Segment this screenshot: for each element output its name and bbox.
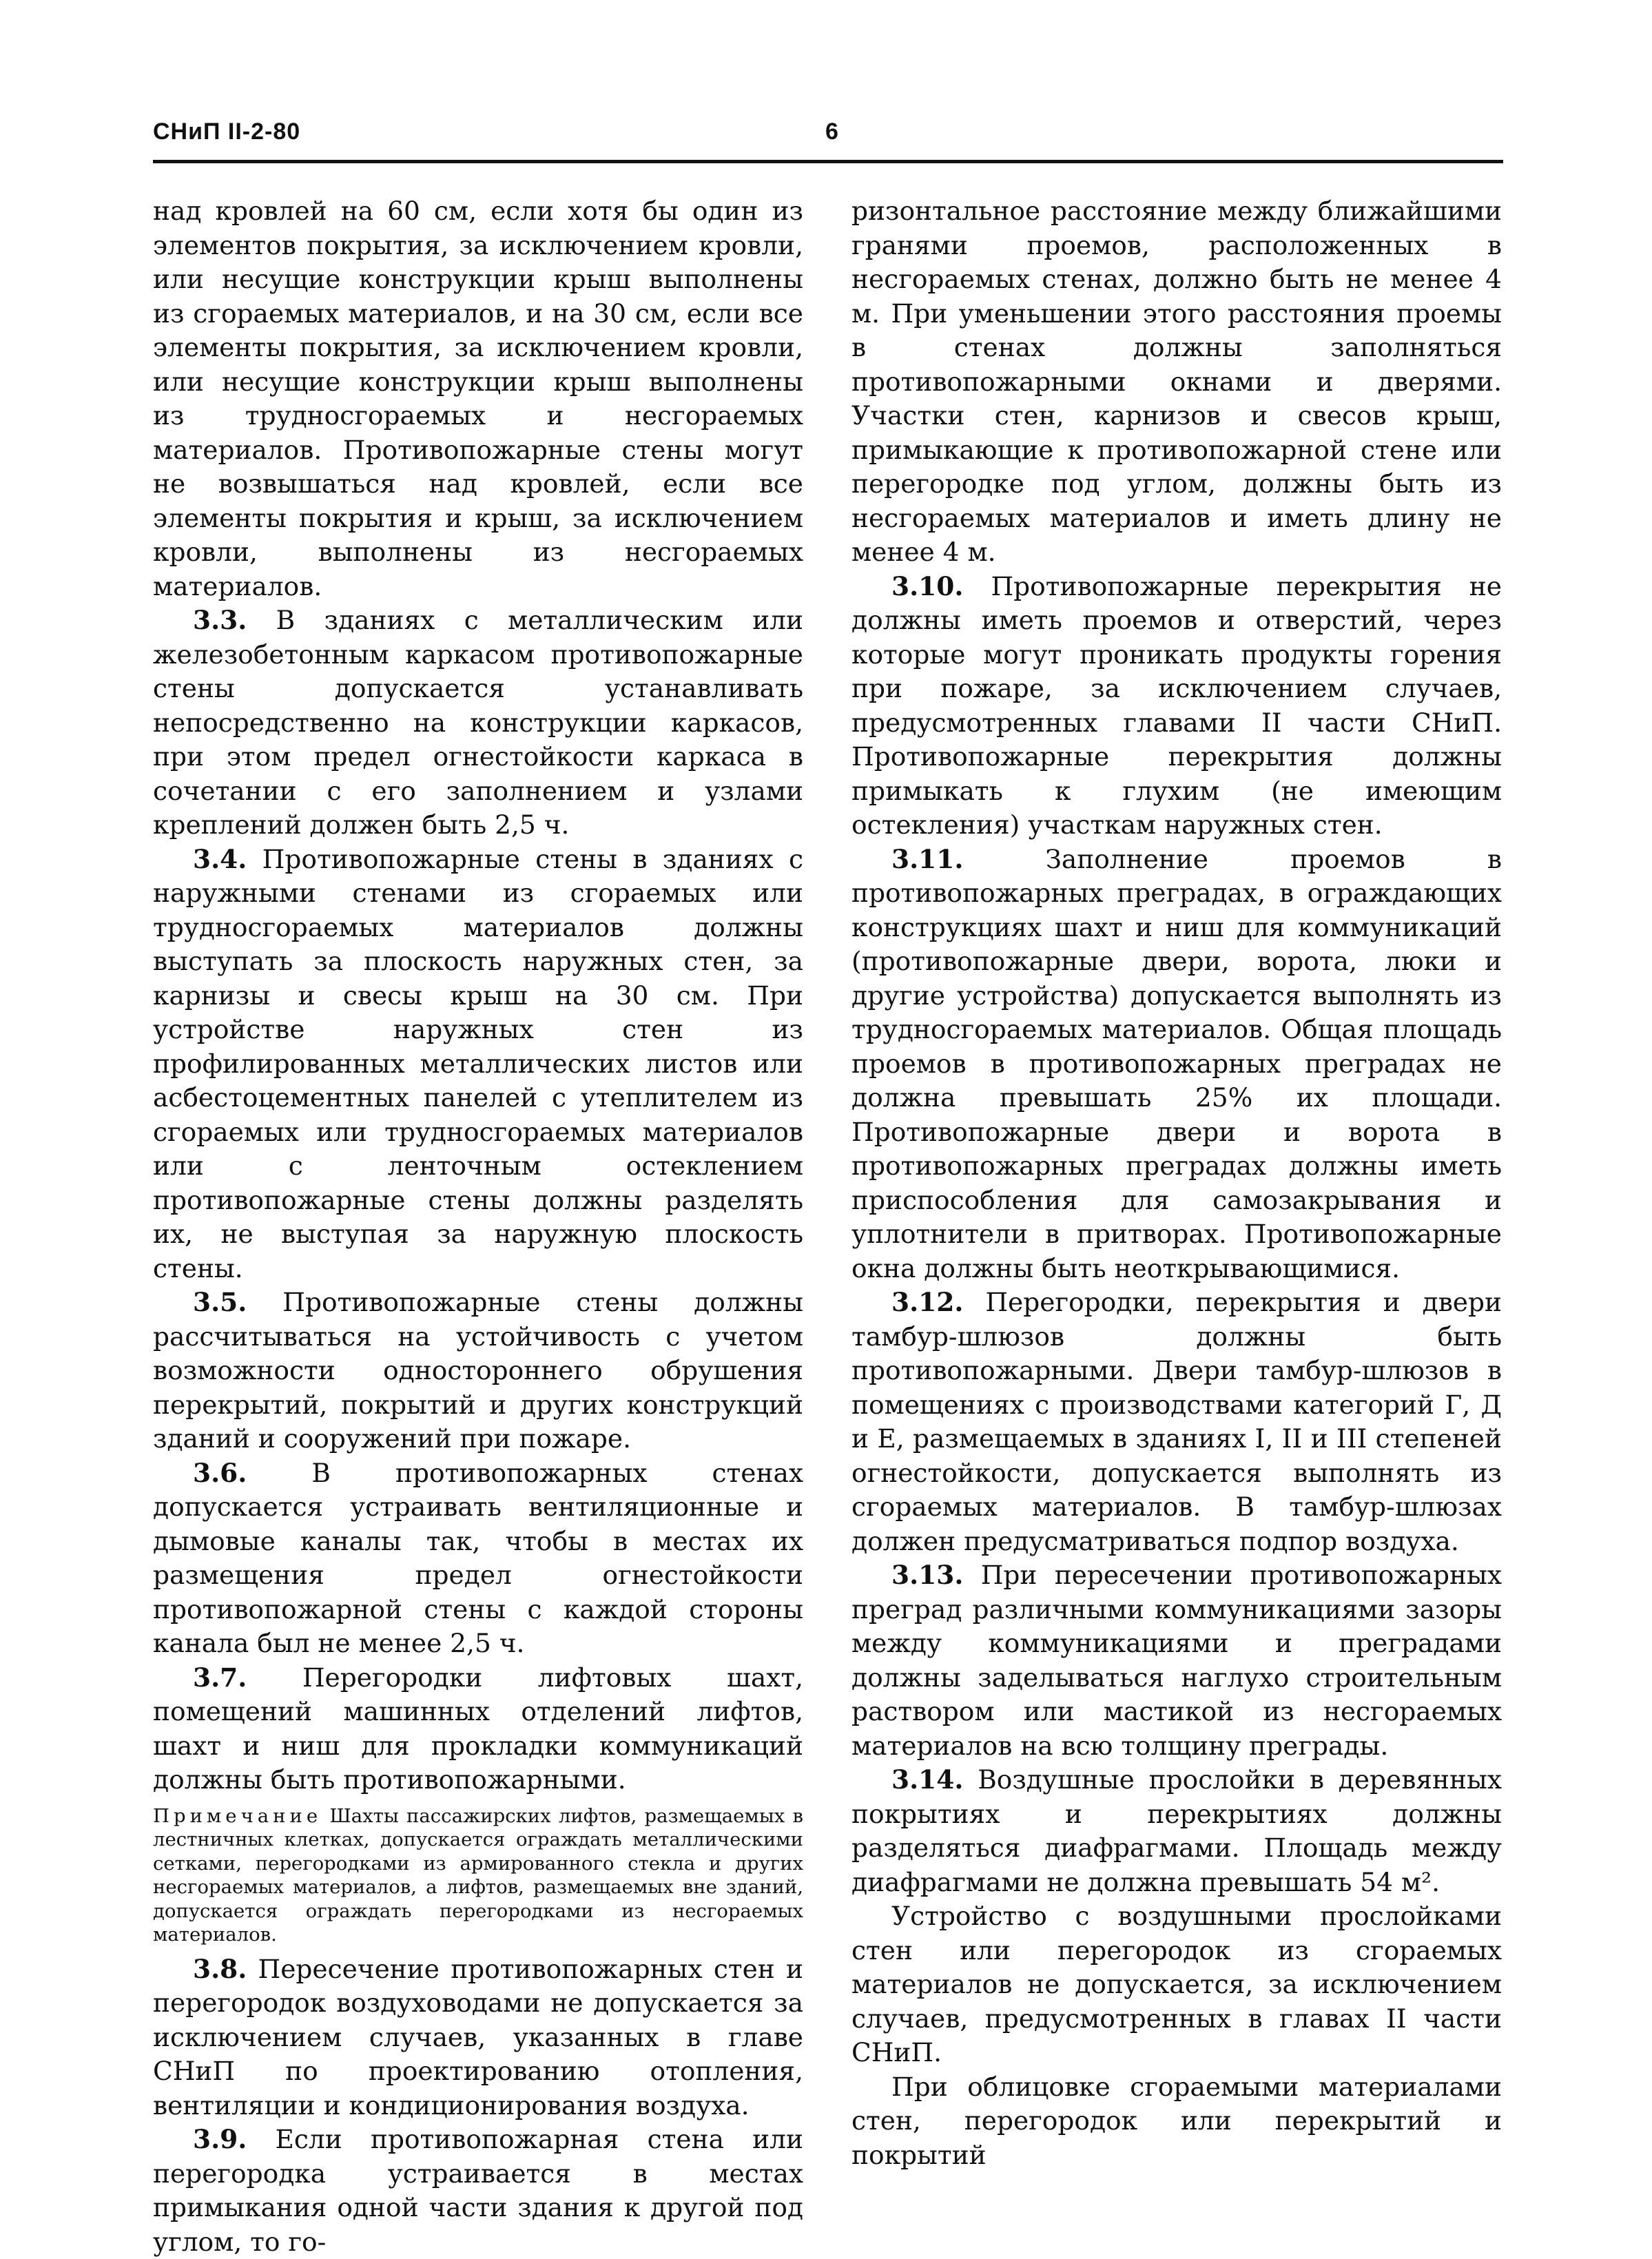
clause-text: Воздушные прослойки в деревянных покрытиях и перекрытиях должны разделяться диафрагмами. Площадь между диафрагмами не должна превышать 54 м². (851, 1764, 1502, 1897)
note-text: Шахты пассажирских лифтов, размещаемых в лестничных клетках, допускается ограждать металлическими сетками, перегородками из армированного стекла и других несгораемых материалов, а лифтов, размещаемых вне зданий, допускается ограждать перегородками из несгораемых материалов. (153, 1804, 803, 1946)
clause-text: Противопожарные перекрытия не должны иметь проемов и отверстий, через которые могут проникать продукты горения при пожаре, за исключением случаев, предусмотренных главами II части СНиП. Противопожарные перекрытия должны примыкать к глухим (не имеющим остекления) участкам наружных стен. (851, 570, 1502, 840)
clause-text: В зданиях с металлическим или железобетонным каркасом противопожарные стены допускается устанавливать непосредственно на конструкции каркасов, при этом предел огнестойкости каркаса в сочетании с его заполнением и узлами креплений должен быть 2,5 ч. (153, 605, 803, 840)
clause-3-4 (153, 843, 803, 1286)
clause-3-14 (851, 1763, 1502, 1899)
clause-text: Перегородки лифтовых шахт, помещений машинных отделений лифтов, шахт и ниш для прокладки коммуникаций должны быть противопожарными. (153, 1662, 803, 1795)
clause-number: 3.10. (891, 570, 964, 601)
note (153, 1804, 803, 1947)
clause-text: Противопожарные стены должны рассчитываться на устойчивость с учетом возможности одностороннего обрушения перекрытий, покрытий и других конструкций зданий и сооружений при пожаре. (153, 1287, 803, 1454)
clause-3-5 (153, 1286, 803, 1456)
clause-number: 3.12. (891, 1287, 964, 1317)
clause-number: 3.6. (193, 1457, 247, 1488)
clause-number: 3.5. (193, 1287, 247, 1317)
clause-text: В противопожарных стенах допускается устраивать вентиляционные и дымовые каналы так, чтобы в местах их размещения предел огнестойкости противопожарной стены с каждой стороны канала был не менее 2,5 ч. (153, 1457, 803, 1658)
clause-number: 3.14. (891, 1764, 964, 1795)
clause-number: 3.13. (891, 1560, 964, 1590)
clause-text: Заполнение проемов в противопожарных преградах, в ограждающих конструкциях шахт и ниш для коммуникаций (противопожарные двери, ворота, люки и другие устройства) допускается выполнять из трудносгораемых материалов. Общая площадь проемов в противопожарных преградах не должна превышать 25% их площади. Противопожарные двери и ворота в противопожарных преградах должны иметь приспособления для самозакрывания и уплотнители в притворах. Противопожарные окна должны быть неоткрывающимися. (851, 843, 1502, 1283)
page-header (153, 118, 1503, 160)
clause-3-10 (851, 570, 1502, 843)
paragraph-continuation: над кровлей на 60 см, если хотя бы один из элементов покрытия, за исключением кровли, или несущие конструкции крыш выполнены из сгораемых материалов, и на 30 см, если все элементы покрытия, за исключением кровли, или несущие конструкции крыш выполнены из трудносгораемых и несгораемых материалов. Противопожарные стены могут не возвышаться над кровлей, если все элементы покрытия и крыш, за исключением кровли, выполнены из несгораемых материалов. (153, 196, 803, 601)
clause-text: Противопожарные стены в зданиях с наружными стенами из сгораемых или трудносгораемых материалов должны выступать за плоскость наружных стен, за карнизы и свесы крыш на 30 см. При устройстве наружных стен из профилированных металлических листов или асбестоцементных панелей с утеплителем из сгораемых или трудносгораемых материалов или с ленточным остеклением противопожарные стены должны разделять их, не выступая за наружную плоскость стены. (153, 843, 803, 1283)
paragraph-cladding: При облицовке сгораемыми материалами стен, перегородок или перекрытий и покрытий (851, 2071, 1502, 2170)
clause-3-13 (851, 1558, 1502, 1763)
clause-number: 3.8. (193, 1953, 247, 1984)
clause-3-8 (153, 1952, 803, 2123)
clause-text: При пересечении противопожарных преград различными коммуникациями зазоры между коммуникациями и преградами должны заделываться наглухо строительным раствором или мастикой из несгораемых материалов на всю толщину преграды. (851, 1560, 1502, 1761)
header-rule (153, 160, 1503, 163)
clause-3-9 (153, 2123, 803, 2259)
paragraph-air-gaps: Устройство с воздушными прослойками стен или перегородок из сгораемых материалов не допускается, за исключением случаев, предусмотренных в главах II части СНиП. (851, 1901, 1502, 2067)
right-column (851, 194, 1502, 2172)
paragraph-continuation: ризонтальное расстояние между ближайшими гранями проемов, расположенных в несгораемых стенах, должно быть не менее 4 м. При уменьшении этого расстояния проемы в стенах должны заполняться противопожарными окнами и дверями. Участки стен, карнизов и свесов крыш, примыкающие к противопожарной стене или перегородке под углом, должны быть из несгораемых материалов и иметь длину не менее 4 м. (851, 196, 1502, 567)
clause-text: Перегородки, перекрытия и двери тамбур-шлюзов должны быть противопожарными. Двери тамбур-шлюзов в помещениях с производствами категорий Г, Д и Е, размещаемых в зданиях I, II и III степеней огнестойкости, допускается выполнять из сгораемых материалов. В тамбур-шлюзах должен предусматриваться подпор воздуха. (851, 1287, 1502, 1556)
clause-3-11 (851, 843, 1502, 1286)
clause-text: Пересечение противопожарных стен и перегородок воздуховодами не допускается за исключением случаев, указанных в главе СНиП по проектированию отопления, вентиляции и кондиционирования воздуха. (153, 1953, 803, 2121)
clause-3-3 (153, 604, 803, 843)
clause-3-7 (153, 1661, 803, 1797)
clause-number: 3.4. (193, 843, 247, 874)
clause-number: 3.7. (193, 1662, 247, 1693)
left-column (153, 194, 803, 2259)
document-code: СНиП II-2-80 (153, 118, 301, 145)
clause-number: 3.3. (193, 605, 247, 635)
page-number: 6 (825, 118, 838, 145)
clause-number: 3.11. (891, 843, 964, 874)
clause-3-12 (851, 1286, 1502, 1558)
clause-text: Если противопожарная стена или перегородка устраивается в местах примыкания одной части здания к другой под углом, то го- (153, 2124, 803, 2257)
clause-number: 3.9. (193, 2124, 247, 2154)
note-label: Примечание (153, 1804, 322, 1827)
clause-3-6 (153, 1456, 803, 1661)
